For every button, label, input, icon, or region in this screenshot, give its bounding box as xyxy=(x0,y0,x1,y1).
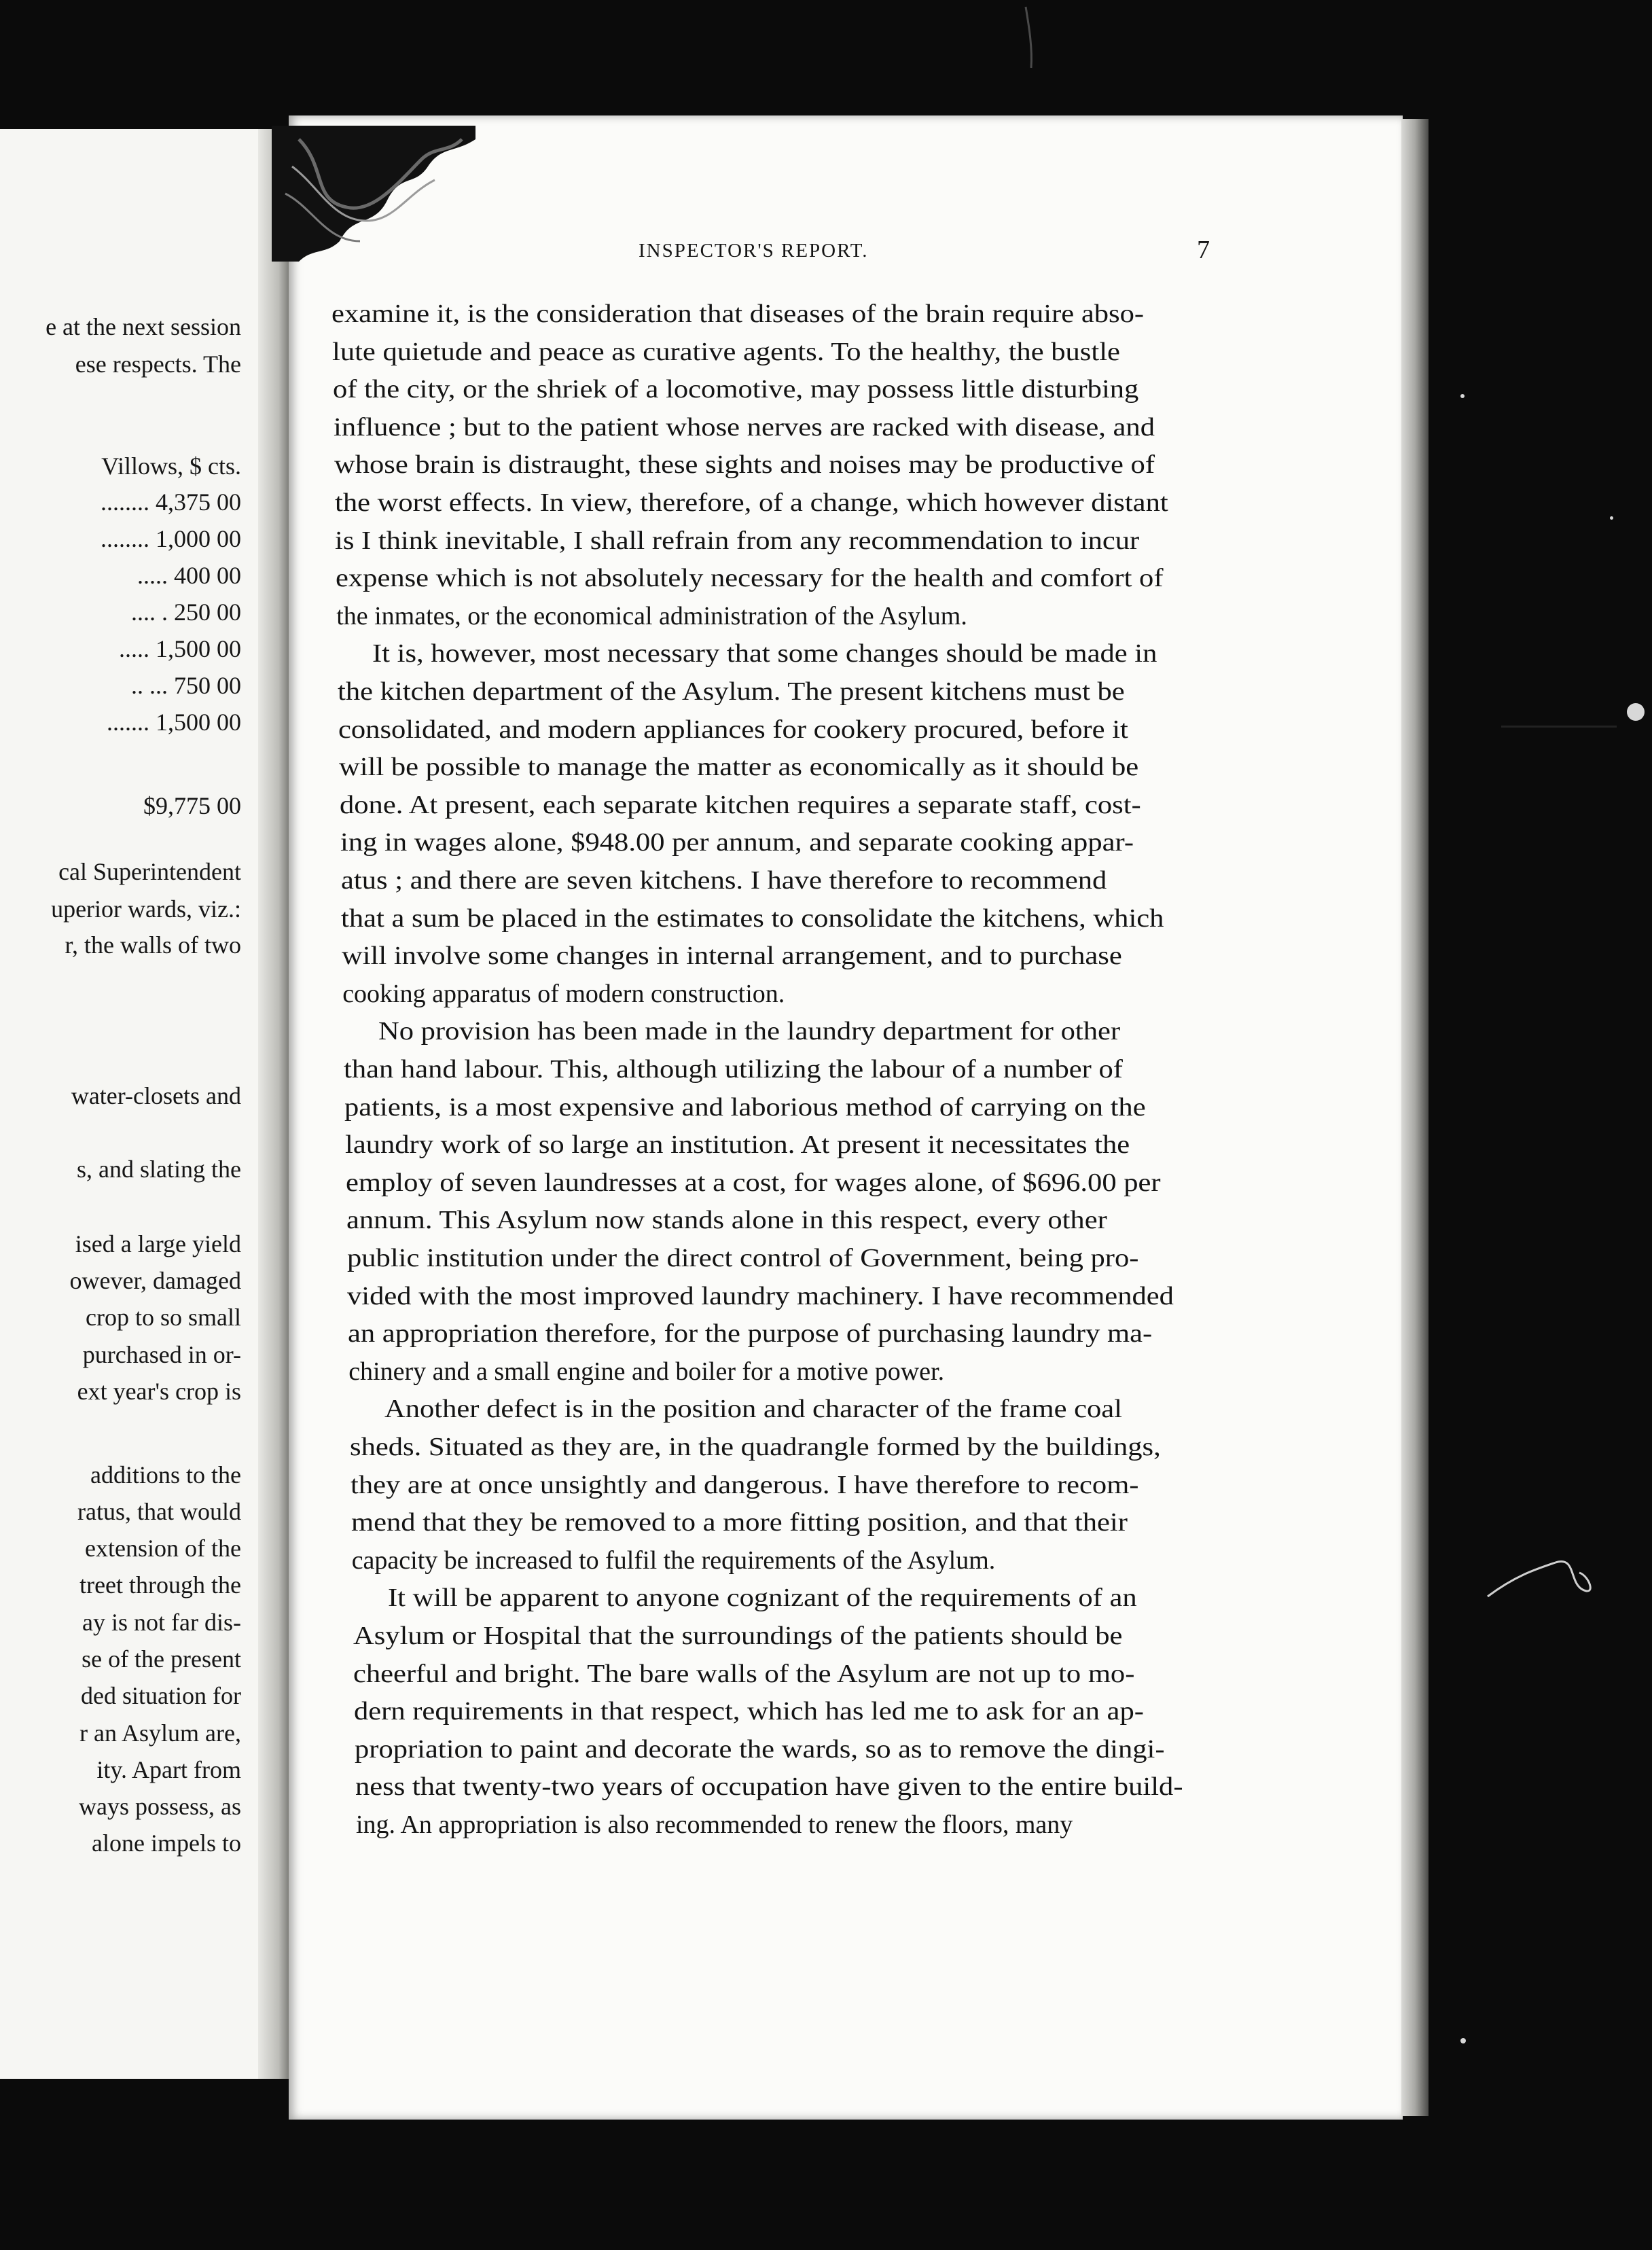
left-page-line: .... . 250 00 xyxy=(131,599,241,626)
left-page-line: ay is not far dis- xyxy=(82,1609,241,1636)
body-text-line: ness that twenty-two years of occupation have given to the entire build- xyxy=(355,1772,1183,1802)
body-text-line: they are at once unsightly and dangerous. I have therefore to recom- xyxy=(350,1470,1139,1499)
left-page-line: crop to so small xyxy=(86,1304,241,1331)
body-text-line: expense which is not absolutely necessary for the health and comfort of xyxy=(336,564,1164,593)
left-page-line: ratus, that would xyxy=(77,1498,241,1525)
left-page-line: e at the next session xyxy=(46,313,241,340)
left-page-line: ways possess, as xyxy=(79,1793,241,1820)
body-text-line: patients, is a most expensive and laborious method of carrying on the xyxy=(344,1092,1146,1122)
left-page-line: cal Superintendent xyxy=(58,858,241,885)
left-page-line: ised a large yield xyxy=(75,1230,241,1257)
body-text-line: Asylum or Hospital that the surroundings of the patients should be xyxy=(353,1622,1122,1650)
page-number: 7 xyxy=(1197,236,1210,264)
body-text-line: whose brain is distraught, these sights and noises may be productive of xyxy=(334,450,1155,480)
left-page-line: ........ 4,375 00 xyxy=(101,488,241,516)
left-page-line: uperior wards, viz.: xyxy=(51,895,241,923)
running-head: INSPECTOR'S REPORT. xyxy=(639,240,869,262)
body-text-line: influence ; but to the patient whose nerves are racked with disease, and xyxy=(333,412,1155,442)
body-text-line: cheerful and bright. The bare walls of the Asylum are not up to mo- xyxy=(353,1659,1135,1688)
body-text-line: It will be apparent to anyone cognizant of the requirements of an xyxy=(387,1584,1137,1613)
body-text-line: public institution under the direct control of Government, being pro- xyxy=(346,1244,1138,1272)
body-text-line: mend that they be removed to a more fitting position, and that their xyxy=(351,1508,1128,1537)
body-text-line: propriation to paint and decorate the wards, so as to remove the dingi- xyxy=(355,1734,1165,1764)
body-text-line: Another defect is in the position and character of the frame coal xyxy=(384,1395,1123,1424)
left-page-line: treet through the xyxy=(79,1571,241,1599)
body-text-line: consolidated, and modern appliances for cookery procured, before it xyxy=(338,715,1128,744)
left-page-line: $9,775 00 xyxy=(143,792,241,819)
left-page-line: ........ 1,000 00 xyxy=(101,525,241,552)
left-page-line: ded situation for xyxy=(81,1682,241,1709)
body-text-line: employ of seven laundresses at a cost, for wages alone, of $696.00 per xyxy=(345,1168,1161,1197)
body-text-line: ing in wages alone, $948.00 per annum, and separate cooking appar- xyxy=(340,828,1134,857)
left-page-line: s, and slating the xyxy=(77,1156,241,1183)
body-text-line: the inmates, or the economical administration of the Asylum. xyxy=(336,601,967,630)
body-text-line: than hand labour. This, although utilizing the labour of a number of xyxy=(344,1055,1123,1084)
body-text-line: the kitchen department of the Asylum. The present kitchens must be xyxy=(338,677,1125,706)
dust-speck xyxy=(1627,703,1645,721)
body-text-line: of the city, or the shriek of a locomotive, may possess little disturbing xyxy=(332,375,1139,404)
body-text-line: sheds. Situated as they are, in the quadrangle formed by the buildings, xyxy=(350,1433,1161,1461)
body-text-line: chinery and a small engine and boiler for a motive power. xyxy=(348,1357,945,1386)
body-text-line: vided with the most improved laundry machinery. I have recommended xyxy=(347,1281,1174,1310)
dust-speck xyxy=(1460,394,1465,398)
left-page xyxy=(0,129,268,2079)
body-text-line: dern requirements in that respect, which has led me to ask for an ap- xyxy=(354,1697,1145,1726)
left-page-line: ..... 1,500 00 xyxy=(119,635,241,662)
left-page-line: ....... 1,500 00 xyxy=(107,709,241,736)
body-text-line: annum. This Asylum now stands alone in this respect, every other xyxy=(346,1206,1107,1235)
left-gutter-shadow xyxy=(258,129,292,2079)
left-page-line: ese respects. The xyxy=(75,351,241,378)
body-text-line: ing. An appropriation is also recommended to renew the floors, many xyxy=(356,1810,1073,1839)
body-text-line: It is, however, most necessary that some changes should be made in xyxy=(372,639,1157,668)
right-page-edge xyxy=(1401,119,1429,2116)
body-text-line: laundry work of so large an institution. At present it necessitates the xyxy=(344,1130,1130,1160)
fiber-scratch xyxy=(1012,0,1053,75)
body-text-line: No provision has been made in the laundry department for other xyxy=(378,1017,1121,1046)
left-page-line: ext year's crop is xyxy=(77,1378,241,1405)
sum-rule xyxy=(1501,726,1617,728)
body-text-line: the worst effects. In view, therefore, of a change, which however distant xyxy=(334,488,1168,517)
left-page-line: ity. Apart from xyxy=(96,1756,241,1783)
body-text-line: will be possible to manage the matter as economically as it should be xyxy=(338,753,1139,782)
dust-speck xyxy=(1460,2038,1466,2043)
left-page-line: r, the walls of two xyxy=(65,931,241,959)
dust-speck xyxy=(1610,516,1613,520)
body-text-line: cooking apparatus of modern construction. xyxy=(342,979,785,1008)
left-page-line: additions to the xyxy=(90,1461,241,1488)
body-text-line: atus ; and there are seven kitchens. I have therefore to recommend xyxy=(340,866,1107,895)
left-page-line: Villows, $ cts. xyxy=(101,452,241,480)
left-page-line: r an Asylum are, xyxy=(79,1719,241,1747)
body-text-line: that a sum be placed in the estimates to consolidate the kitchens, which xyxy=(341,904,1164,933)
body-text-line: examine it, is the consideration that diseases of the brain require abso- xyxy=(331,300,1145,328)
left-page-line: alone impels to xyxy=(92,1829,241,1857)
left-page-line: ..... 400 00 xyxy=(137,562,241,589)
body-text-line: will involve some changes in internal arrangement, and to purchase xyxy=(342,942,1123,971)
fiber-scratch xyxy=(1481,1535,1603,1617)
left-page-line: extension of the xyxy=(85,1535,241,1562)
left-page-line: owever, damaged xyxy=(69,1267,241,1294)
body-text-line: is I think inevitable, I shall refrain from any recommendation to incur xyxy=(335,526,1140,555)
body-text-line: lute quietude and peace as curative agents. To the healthy, the bustle xyxy=(331,337,1120,366)
left-page-line: .. ... 750 00 xyxy=(131,672,241,699)
body-text-line: an appropriation therefore, for the purpose of purchasing laundry ma- xyxy=(348,1319,1153,1349)
left-page-line: purchased in or- xyxy=(82,1341,241,1368)
left-page-line: se of the present xyxy=(82,1645,241,1673)
torn-corner xyxy=(272,126,475,262)
body-text-line: done. At present, each separate kitchen requires a separate staff, cost- xyxy=(339,790,1141,819)
body-text-line: capacity be increased to fulfil the requirements of the Asylum. xyxy=(351,1546,996,1575)
left-page-line: water-closets and xyxy=(71,1082,241,1109)
